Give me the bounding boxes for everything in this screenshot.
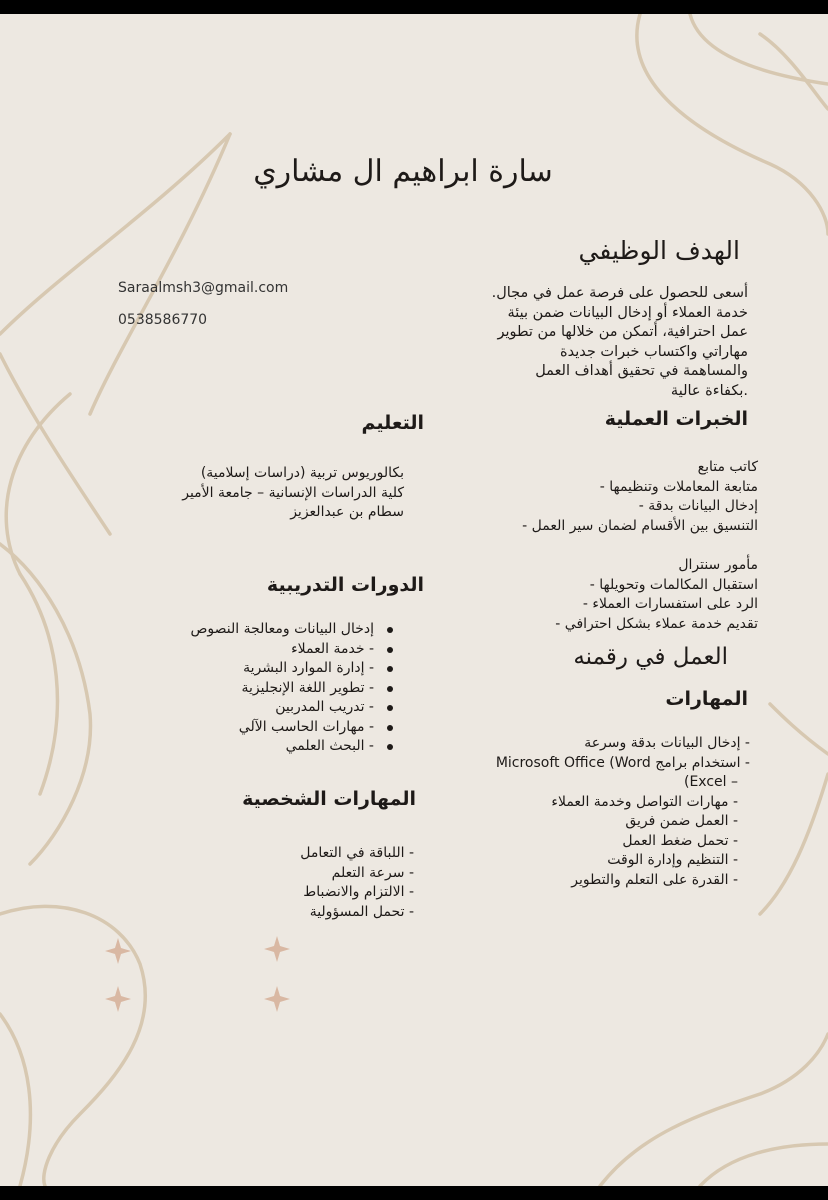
education-line: سطام بن عبدالعزيز bbox=[290, 504, 404, 520]
objective-line: .بكفاءة عالية bbox=[670, 382, 748, 399]
skill-item: - العمل ضمن فريق bbox=[625, 813, 738, 829]
sparkle-icon bbox=[105, 986, 131, 1012]
soft-skills-heading: المهارات الشخصية bbox=[242, 788, 416, 810]
skill-item: - استخدام برامج Microsoft Office (Word bbox=[495, 754, 750, 771]
course-item: - مهارات الحاسب الآلي bbox=[140, 718, 396, 738]
experience-job-1 bbox=[440, 458, 758, 536]
experience-line: التنسيق بين الأقسام لضمان سير العمل - bbox=[522, 517, 758, 534]
sparkle-icon bbox=[264, 936, 290, 962]
objective-line: أسعى للحصول على فرصة عمل في مجال. bbox=[491, 285, 748, 301]
sparkle-icon bbox=[264, 986, 290, 1012]
objective-line: خدمة العملاء أو إدخال البيانات ضمن بيئة bbox=[507, 304, 748, 321]
skills-heading: المهارات bbox=[665, 688, 748, 710]
experience-note: العمل في رقمنه bbox=[573, 644, 728, 670]
experience-heading: الخبرات العملية bbox=[604, 408, 748, 430]
objective-text bbox=[440, 284, 748, 401]
skill-item: - مهارات التواصل وخدمة العملاء bbox=[551, 793, 738, 810]
experience-line: الرد على استفسارات العملاء - bbox=[582, 596, 758, 612]
course-item: - تدريب المدربين bbox=[140, 698, 396, 718]
course-item: - البحث العلمي bbox=[140, 737, 396, 757]
experience-line: كاتب متابع bbox=[697, 459, 758, 475]
objective-line: مهاراتي واكتساب خبرات جديدة bbox=[560, 343, 748, 360]
education-heading: التعليم bbox=[361, 412, 424, 434]
soft-skill-item: - تحمل المسؤولية bbox=[309, 903, 414, 920]
soft-skill-item: - سرعة التعلم bbox=[331, 864, 414, 881]
courses-list bbox=[140, 620, 396, 757]
objective-line: عمل احترافية، أتمكن من خلالها من تطوير bbox=[497, 324, 748, 340]
education-line: بكالوريوس تربية (دراسات إسلامية) bbox=[200, 465, 404, 481]
skill-item: - إدخال البيانات بدقة وسرعة bbox=[584, 735, 750, 751]
education-line: كلية الدراسات الإنسانية – جامعة الأمير bbox=[182, 484, 404, 501]
skills-list bbox=[440, 734, 750, 890]
objective-heading: الهدف الوظيفي bbox=[578, 236, 740, 265]
skill-item: - التنظيم وإدارة الوقت bbox=[607, 852, 738, 868]
experience-job-2 bbox=[440, 556, 758, 634]
course-item: إدخال البيانات ومعالجة النصوص bbox=[140, 620, 396, 640]
email-text: Saraalmsh3@gmail.com bbox=[118, 280, 289, 296]
candidate-name: سارة ابراهيم ال مشاري bbox=[253, 154, 553, 189]
experience-line: إدخال البيانات بدقة - bbox=[638, 498, 758, 514]
experience-line: متابعة المعاملات وتنظيمها - bbox=[599, 478, 758, 495]
course-item: - خدمة العملاء bbox=[140, 640, 396, 660]
soft-skills-list bbox=[200, 844, 414, 922]
skill-item: - تحمل ضغط العمل bbox=[622, 832, 738, 849]
experience-line: مأمور سنترال bbox=[678, 557, 758, 573]
skill-item: - القدرة على التعلم والتطوير bbox=[571, 871, 738, 888]
objective-line: والمساهمة في تحقيق أهداف العمل bbox=[535, 363, 748, 379]
course-item: - إدارة الموارد البشرية bbox=[140, 659, 396, 679]
resume-page bbox=[0, 14, 828, 1186]
experience-line: استقبال المكالمات وتحويلها - bbox=[589, 576, 758, 593]
phone-text: 0538586770 bbox=[118, 312, 208, 328]
course-item: - تطوير اللغة الإنجليزية bbox=[140, 679, 396, 699]
soft-skill-item: - الالتزام والانضباط bbox=[303, 884, 414, 900]
experience-line: تقديم خدمة عملاء بشكل احترافي - bbox=[555, 615, 758, 632]
soft-skill-item: - اللباقة في التعامل bbox=[300, 845, 414, 861]
skill-item: – Excel) bbox=[683, 774, 738, 790]
courses-heading: الدورات التدريبية bbox=[266, 574, 424, 596]
education-text bbox=[140, 464, 404, 523]
